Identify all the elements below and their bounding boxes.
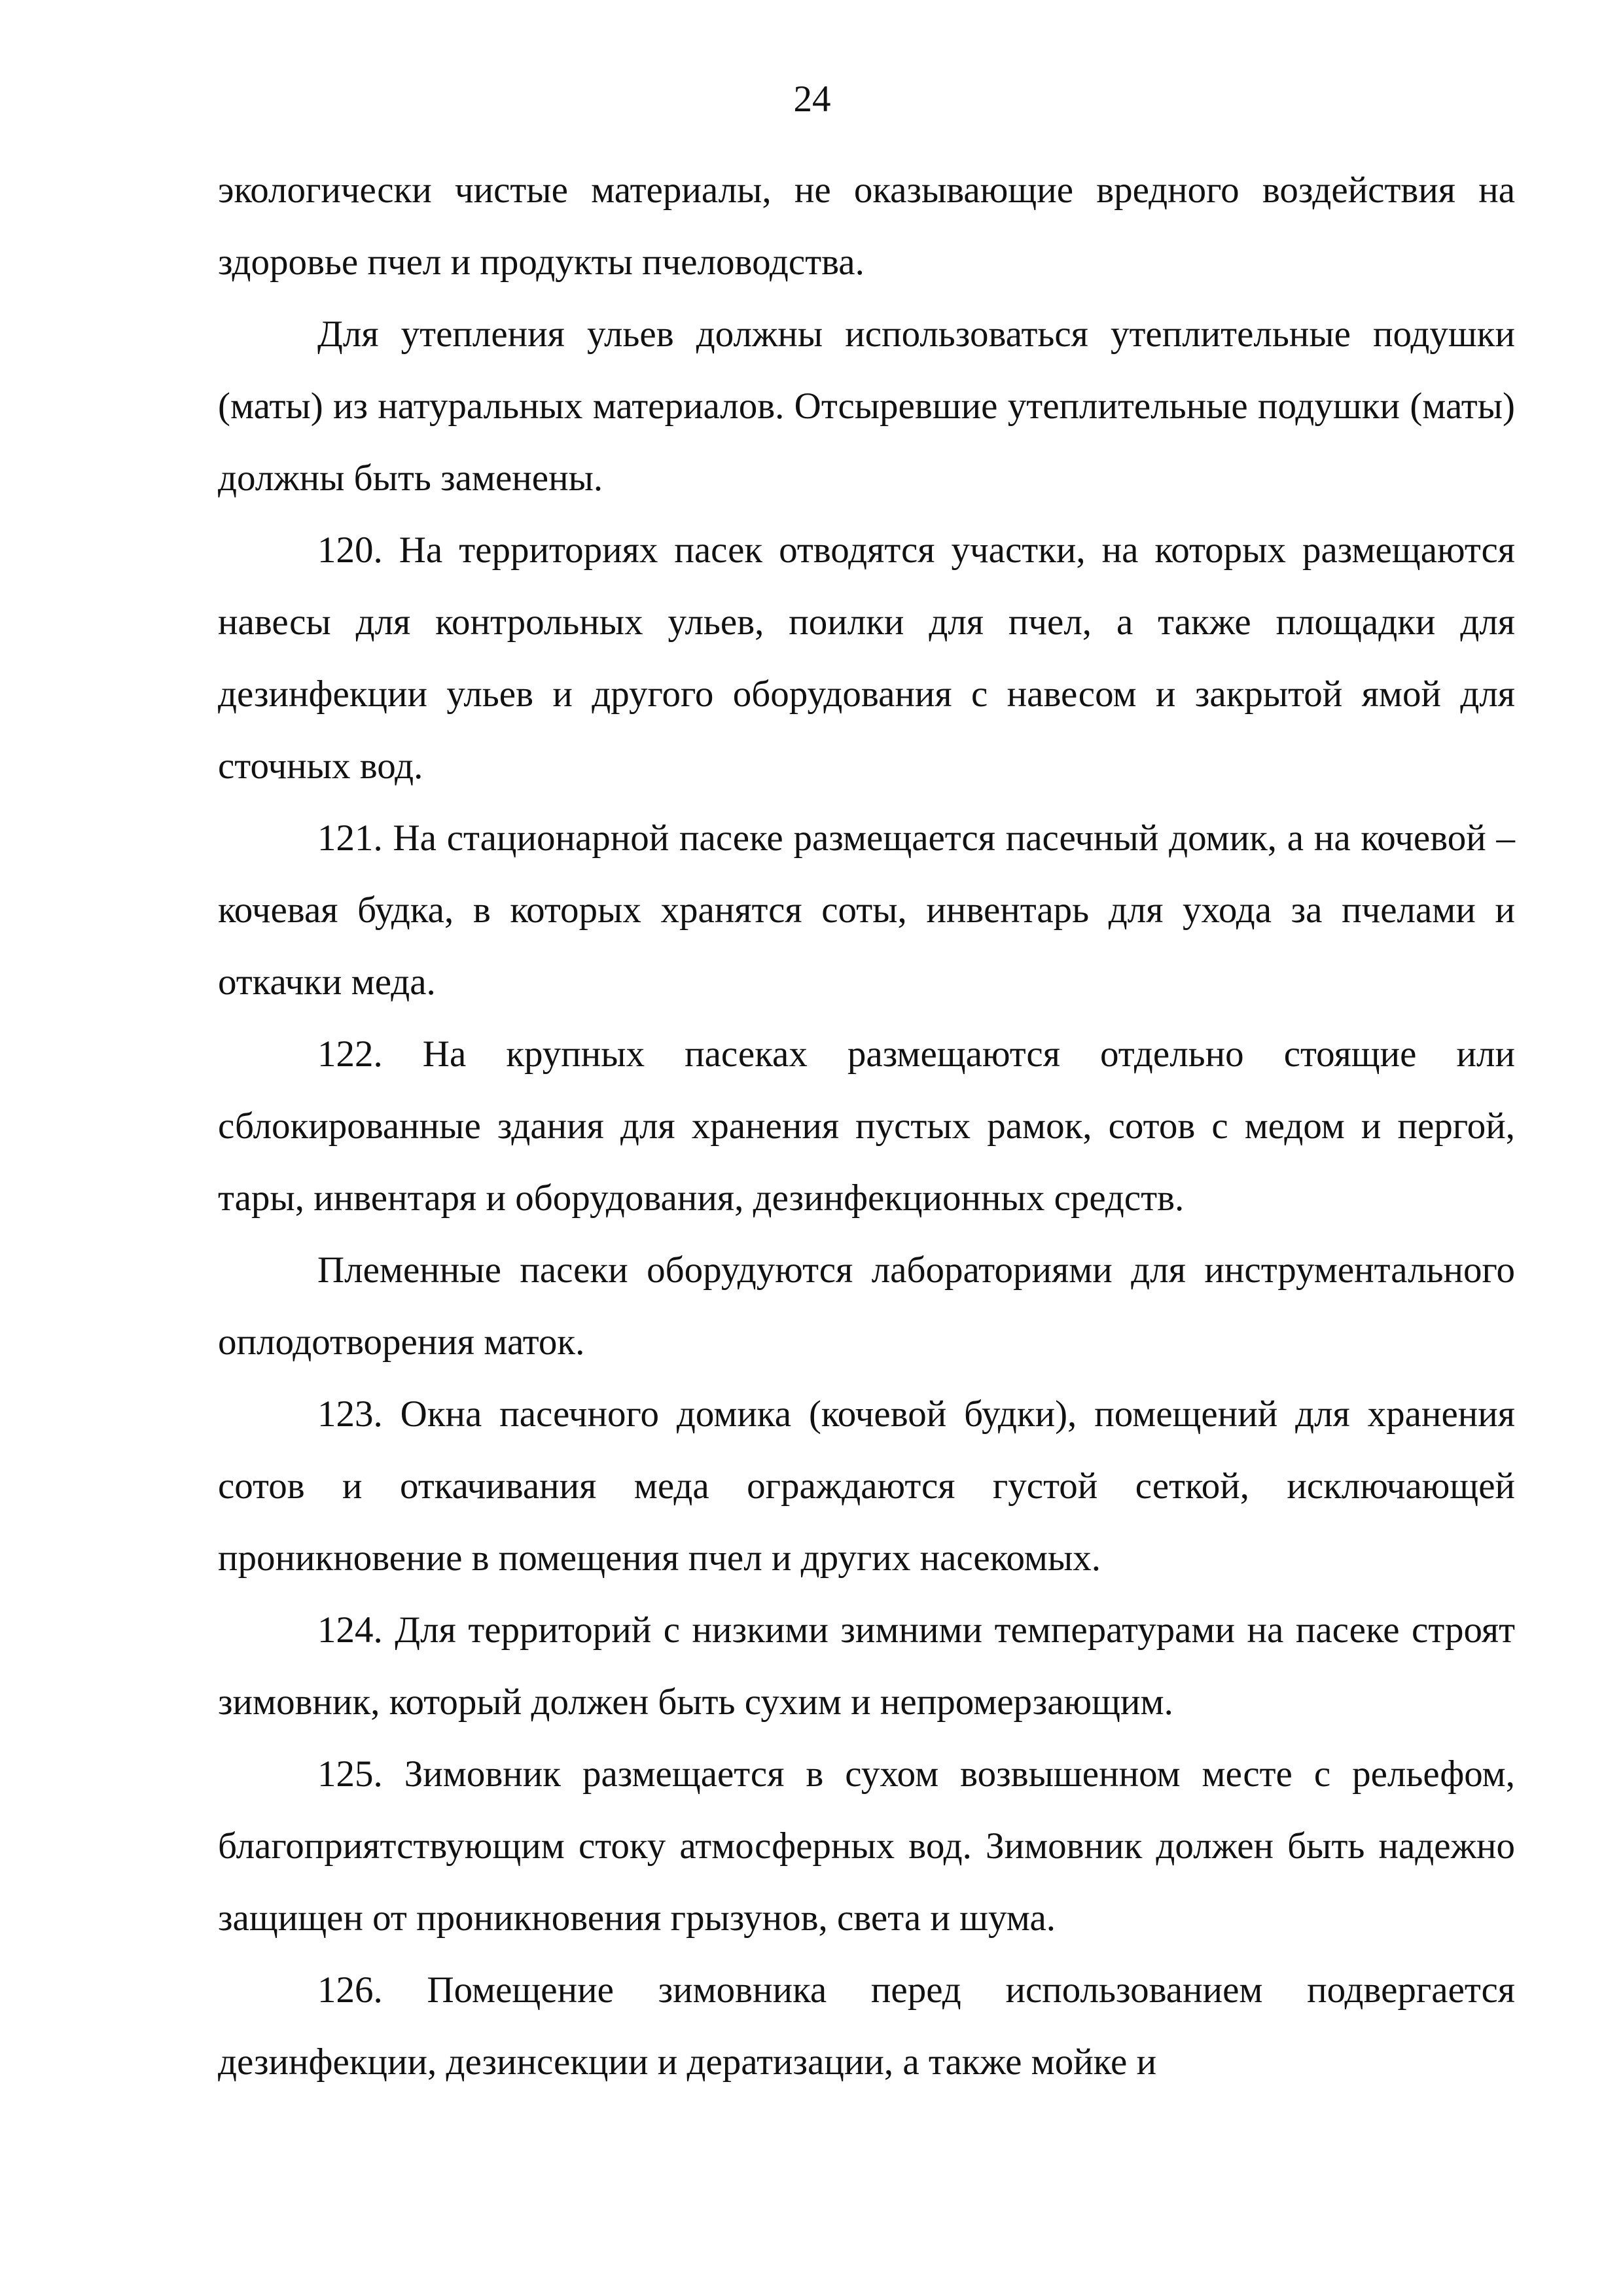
paragraph-continuation: экологически чистые материалы, не оказывающие вредного воздействия на здоровье пчел и продукты пчеловодства. [218,170,1515,283]
paragraph-clause-122: 122. На крупных пасеках размещаются отдельно стоящие или сблокированные здания для хранения пустых рамок, сотов с медом и пергой, тары, инвентаря и оборудования, дезинфекционных средств. [218,1033,1515,1219]
paragraph-breeding-apiaries: Племенные пасеки оборудуются лабораториями для инструментального оплодотворения маток. [218,1249,1515,1363]
page-number: 24 [793,79,831,120]
paragraph-clause-123: 123. Окна пасечного домика (кочевой будки), помещений для хранения сотов и откачивания меда ограждаются густой сеткой, исключающей проникновение в помещения пчел и других насекомых. [218,1393,1515,1579]
paragraph-clause-126: 126. Помещение зимовника перед использованием подвергается дезинфекции, дезинсекции и дератизации, а также мойке и [218,1969,1515,2083]
paragraph-insulation: Для утепления ульев должны использоваться утеплительные подушки (маты) из натуральных материалов. Отсыревшие утеплительные подушки (маты) должны быть заменены. [218,314,1515,499]
paragraph-clause-124: 124. Для территорий с низкими зимними температурами на пасеке строят зимовник, который должен быть сухим и непромерзающим. [218,1609,1515,1723]
paragraph-clause-125: 125. Зимовник размещается в сухом возвышенном месте с рельефом, благоприятствующим стоку атмосферных вод. Зимовник должен быть надежно защищен от проникновения грызунов, света и шума. [218,1753,1515,1939]
paragraph-clause-120: 120. На территориях пасек отводятся участки, на которых размещаются навесы для контрольных ульев, поилки для пчел, а также площадки для дезинфекции ульев и другого оборудования с навесом и закрытой ямой для сточных вод. [218,529,1515,787]
document-body [218,154,1515,2098]
page-header [0,0,1623,131]
paragraph-clause-121: 121. На стационарной пасеке размещается пасечный домик, а на кочевой – кочевая будка, в которых хранятся соты, инвентарь для ухода за пчелами и откачки меда. [218,817,1515,1003]
